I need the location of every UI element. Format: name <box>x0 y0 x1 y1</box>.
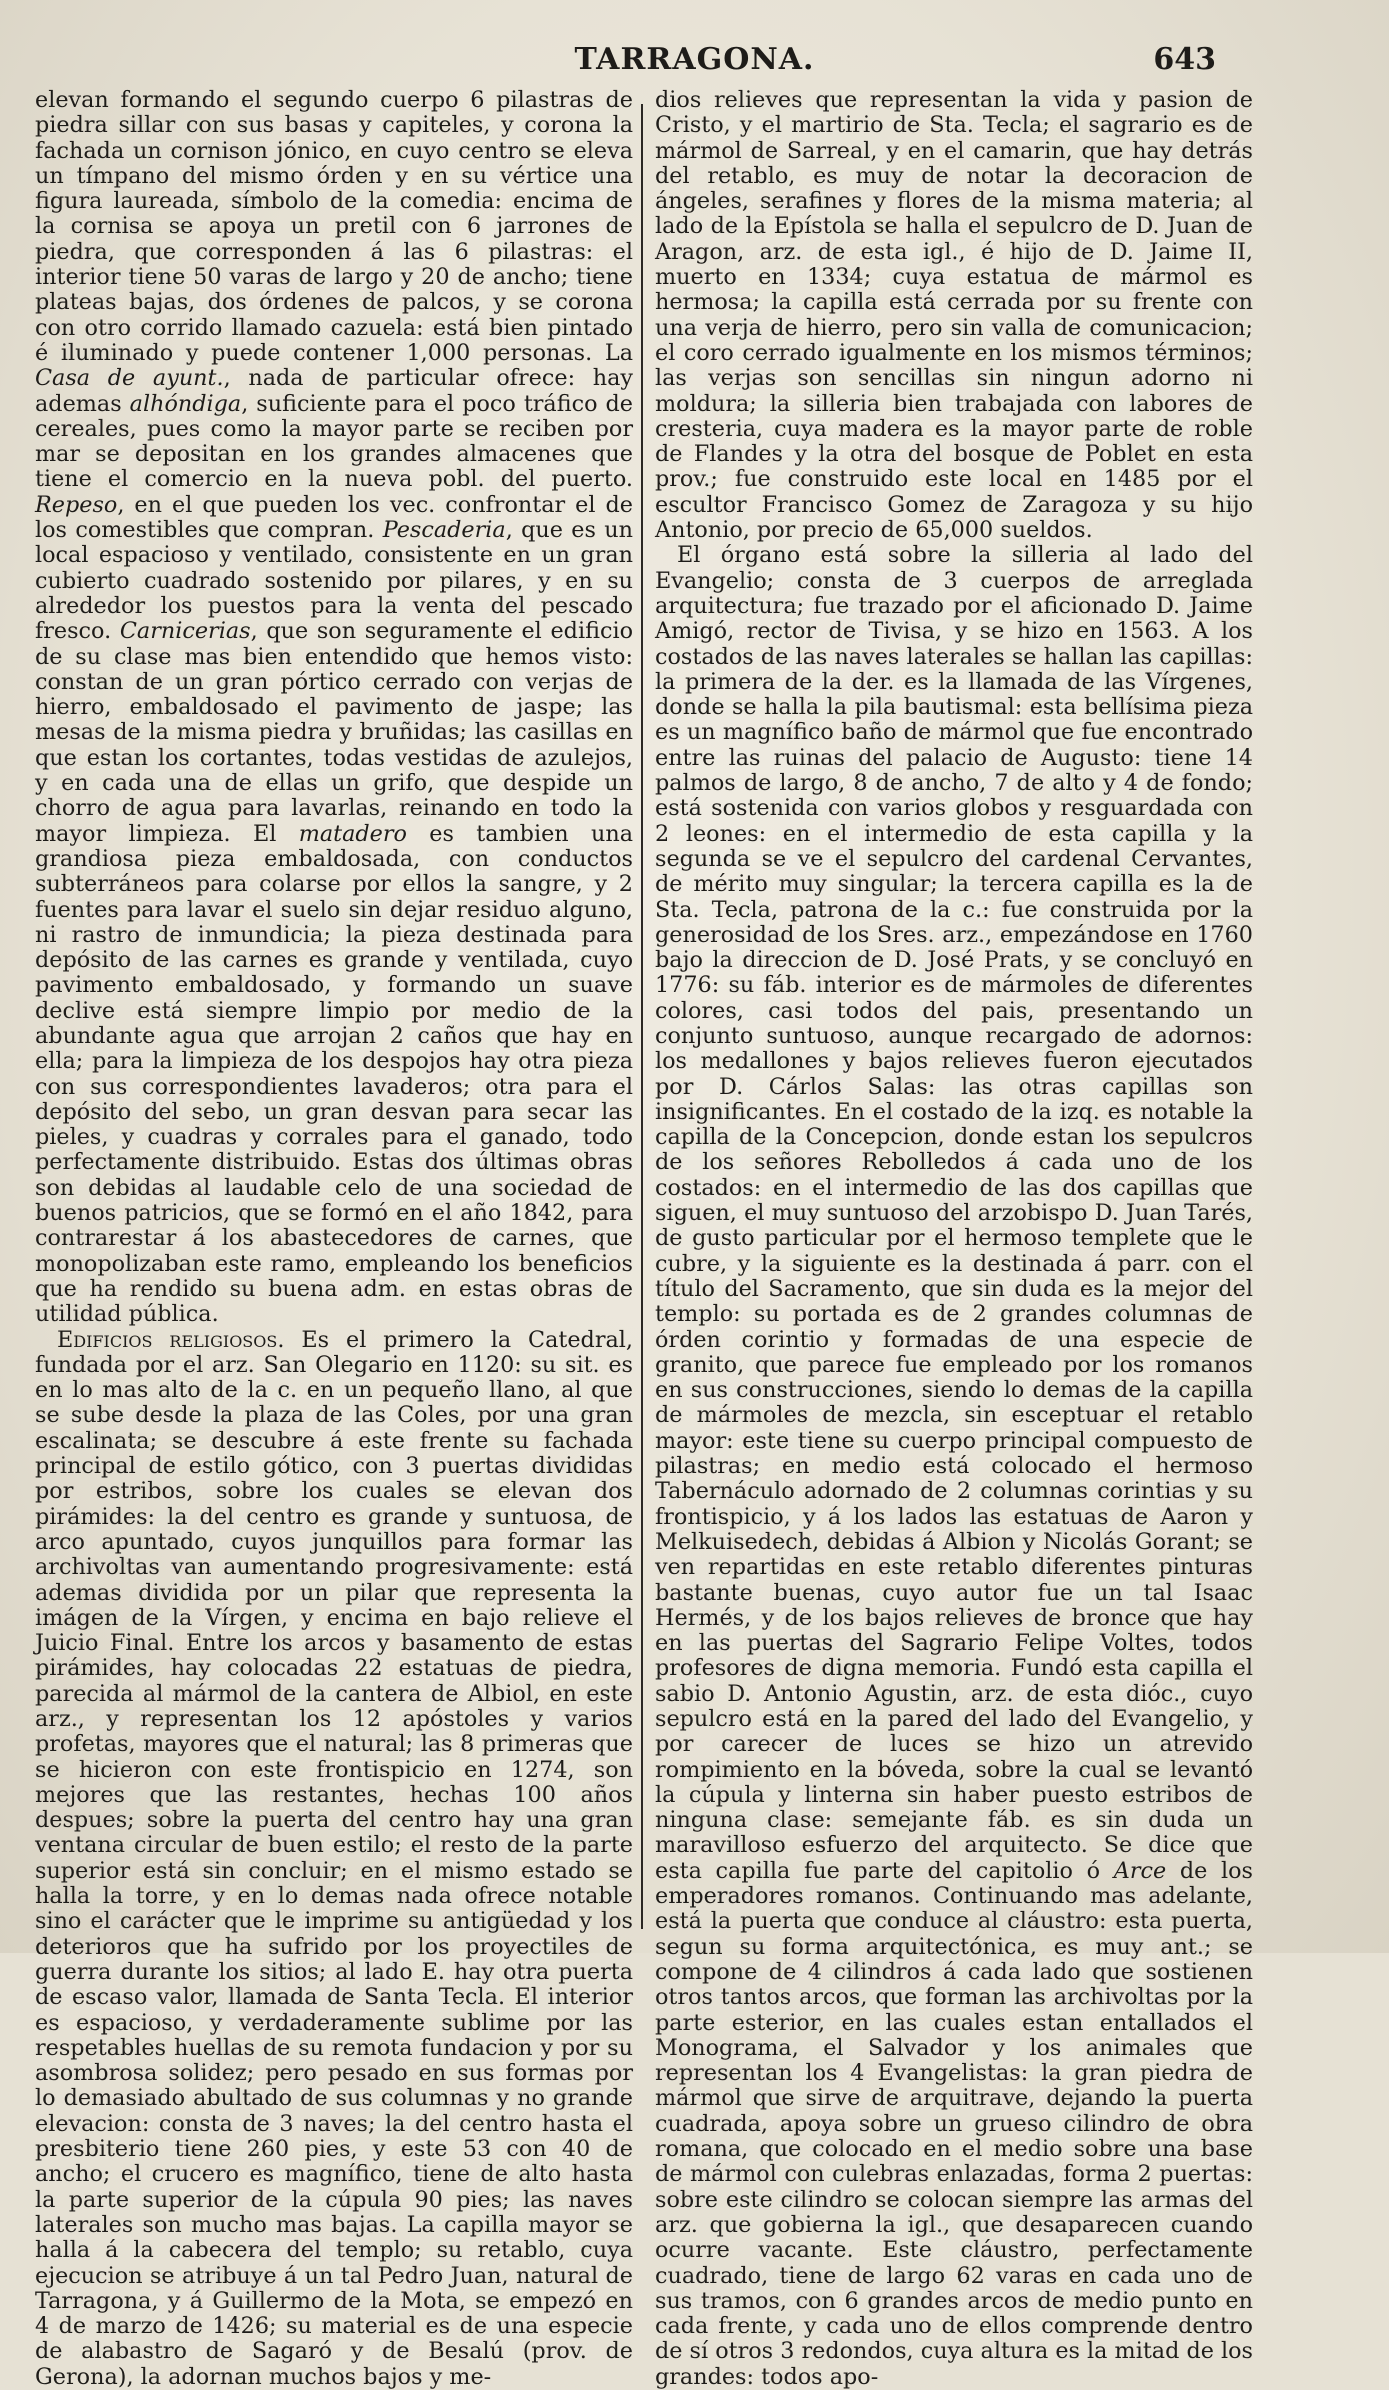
page-header <box>0 42 1389 82</box>
section-heading: Edificios religiosos. <box>57 1326 285 1353</box>
italic-term: Carnicerias <box>119 618 251 645</box>
text-run: de los emperadores romanos. Continuando mas adelante, está la puerta que conduce al cláustro: esta puerta, segun su forma arquitectónica, es muy ant.; se compone de 4 cilindros á cada lado que sostienen otros tantos arcos, que forman las archivoltas por la parte esterior, en las cuales estan entallados el Monograma, el Salvador y los animales que representan los 4 Evangelistas: la gran piedra de mármol que sirve de arquitrave, dejando la puerta cuadrada, apoya sobre un grueso cilindro de obra romana, que colocado en el medio sobre una base de mármol con culebras enlazadas, forma 2 puertas: sobre este cilindro se colocan siempre las armas del arz. que gobierna la igl., que desaparecen cuando ocurre vacante. Este cláustro, perfectamente cuadrado, tiene de largo 62 varas en cada uno de sus tramos, con 6 grandes arcos de medio punto en cada frente, y cada uno de ellos comprende dentro de sí otros 3 redondos, cuya altura es la mitad de los grandes: todos apo- <box>655 1857 1253 2390</box>
right-paragraph-2 <box>655 543 1253 2390</box>
text-run: , suficiente para el poco tráfico de cereales, pues como la mayor parte se reciben por mar se depositan en los grandes almacenes que tiene el comercio en la nueva pobl. del puerto. <box>35 390 633 493</box>
text-run: El órgano está sobre la silleria al lado del Evangelio; consta de 3 cuerpos de arreglada arquitectura; fue trazado por el aficionado D. Jaime Amigó, rector de Tivisa, y se hizo en 1563. A los costados de las naves laterales se hallan las capillas: la primera de la der. es la llamada de las Vírgenes, donde se halla la pila bautismal: esta bellísima pieza es un magnífico baño de mármol que fue encontrado entre las ruinas del palacio de Augusto: tiene 14 palmos de largo, 8 de ancho, 7 de alto y 4 de fondo; está sostenida con varios globos y resguardada con 2 leones: en el intermedio de esta capilla y la segunda se ve el sepulcro del cardenal Cervantes, de mérito muy singular; la tercera capilla es la de Sta. Tecla, patrona de la c.: fue construida por la generosidad de los Sres. arz., empezándose en 1760 bajo la direccion de D. José Prats, y se concluyó en 1776: su fáb. interior es de mármoles de diferentes colores, casi todos del pais, presentando un conjunto suntuoso, aunque recargado de adornos: los medallones y bajos relieves fueron ejecutados por D. Cárlos Salas: las otras capillas son insignificantes. En el costado de la izq. es notable la capilla de la Concepcion, donde estan los sepulcros de los señores Rebolledos á cada uno de los costados: en el intermedio de las dos capillas que siguen, el muy suntuoso del arzobispo D. Juan Tarés, de gusto particular por el hermoso templete que le cubre, y la siguiente es la destinada á parr. con el título del Sacramento, que sin duda es la mejor del templo: su portada es de 2 grandes columnas de órden corintio y formadas de una especie de granito, que parece fue empleado por los romanos en sus construcciones, siendo lo demas de la capilla de mármoles de mezcla, sin esceptuar el retablo mayor: este tiene su cuerpo principal compuesto de pilastras; en medio está colocado el hermoso Tabernáculo adornado de 2 columnas corintias y su frontispicio, y á los lados las estatuas de Aaron y Melkuisedech, debidas á Albion y Nicolás Gorant; se ven repartidas en este retablo diferentes pinturas bastante buenas, cuyo autor fue un tal Isaac Hermés, y de los bajos relieves de bronce que hay en las puertas del Sagrario Felipe Voltes, todos profesores de digna memoria. Fundó esta capilla el sabio D. Antonio Agustin, arz. de esta dióc., cuyo sepulcro está en la pared del lado del Evangelio, y por carecer de luces se hizo un atrevido rompimiento en la bóveda, sobre la cual se levantó la cúpula y linterna sin haber puesto estribos de ninguna clase: semejante fáb. es sin duda un maravilloso esfuerzo del arquitecto. Se dice que esta capilla fue parte del capitolio ó <box>655 542 1253 1884</box>
text-run: , que es un local espacioso y ventilado, consistente en un gran cubierto cuadrado sostenido por pilares, y en su alrededor los puestos para la venta del pescado fresco. <box>35 517 633 645</box>
left-column <box>35 87 634 2390</box>
right-paragraph-1: dios relieves que representan la vida y pasion de Cristo, y el martirio de Sta. Tecla; el sagrario es de mármol de Sarreal, y en el camarin, que hay detrás del retablo, es muy de notar la decoracion de ángeles, serafines y flores de la misma materia; al lado de la Epístola se halla el sepulcro de D. Juan de Aragon, arz. de esta igl., é hijo de D. Jaime II, muerto en 1334; cuya estatua de mármol es hermosa; la capilla está cerrada por su frente con una verja de hierro, pero sin valla de comunicacion; el coro cerrado igualmente en los mismos términos; las verjas son sencillas sin ningun adorno ni moldura; la silleria bien trabajada con labores de cresteria, cuya madera es la mayor parte de roble de Flandes y la otra del bosque de Poblet en esta prov.; fue construido este local en 1485 por el escultor Francisco Gomez de Zaragoza y su hijo Antonio, por precio de 65,000 sueldos. <box>655 87 1253 544</box>
right-column <box>655 87 1253 2390</box>
text-run: Es el primero la Catedral, fundada por el arz. San Olegario en 1120: su sit. es en lo mas alto de la c. en un pequeño llano, al que se sube desde la plaza de las Coles, por una gran escalinata; se descubre á este frente su fachada principal de estilo gótico, con 3 puertas divididas por estribos, sobre los cuales se elevan dos pirámides: la del centro es grande y suntuosa, de arco apuntado, cuyos junquillos para formar las archivoltas van aumentando progresivamente: está ademas dividida por un pilar que representa la imágen de la Vírgen, y encima en bajo relieve el Juicio Final. Entre los arcos y basamento de estas pirámides, hay colocadas 22 estatuas de piedra, parecida al mármol de la cantera de Albiol, en este arz., y representan los 12 apóstoles y varios profetas, mayores que el natural; las 8 primeras que se hicieron con este frontispicio en 1274, son mejores que las restantes, hechas 100 años despues; sobre la puerta del centro hay una gran ventana circular de buen estilo; el resto de la parte superior está sin concluir; en el mismo estado se halla la torre, y en lo demas nada ofrece notable sino el carácter que le imprime su antigüedad y los deterioros que ha sufrido por los proyectiles de guerra durante los sitios; al lado E. hay otra puerta de escaso valor, llamada de Santa Tecla. El interior es espacioso, y verdaderamente sublime por las respetables huellas de su remota fundacion y por su asombrosa solidez; pero pesado en sus formas por lo demasiado abultado de sus columnas y no grande elevacion: consta de 3 naves; la del centro hasta el presbiterio tiene 260 pies, y este 53 con 40 de ancho; el crucero es magnífico, tiene de alto hasta la parte superior de la cúpula 90 pies; las naves laterales son mucho mas bajas. La capilla mayor se halla á la cabecera del templo; su retablo, cuya ejecucion se atribuye á un tal Pedro Juan, natural de Tarragona, y á Guillermo de la Mota, se empezó en 4 de marzo de 1426; su material es de una especie de alabastro de Sagaró y de Besalú (prov. de Gerona), la adornan muchos bajos y me- <box>35 1326 633 2390</box>
running-title: TARRAGONA. <box>574 42 815 77</box>
page-number: 643 <box>1153 42 1216 77</box>
text-run: , que son seguramente el edificio de su clase mas bien entendido que hemos visto: constan de un gran pórtico cerrado con verjas de hierro, embaldosado el pavimento de jaspe; las mesas de la misma piedra y bruñidas; las casillas en que estan los cortantes, todas vestidas de azulejos, y en cada una de ellas un grifo, que despide un chorro de agua para lavarlas, reinando en todo la mayor limpieza. El <box>35 618 634 847</box>
text-run: es tambien una grandiosa pieza embaldosada, con conductos subterráneos para colarse por ellos la sangre, y 2 fuentes para lavar el suelo sin dejar residuo alguno, ni rastro de inmundicia; la pieza destinada para depósito de las carnes es grande y ventilada, cuyo pavimento embaldosado, y formando un suave declive está siempre limpio por medio de la abundante agua que arrojan 2 caños que hay en ella; para la limpieza de los despojos hay otra pieza con sus correspondientes lavaderos; otra para el depósito del sebo, un gran desvan para secar las pieles, y cuadras y corrales para el ganado, todo perfectamente distribuido. Estas dos últimas obras son debidas al laudable celo de una sociedad de buenos patricios, que se formó en el año 1842, para contrarestar á los abastecedores de carnes, que monopolizaban este ramo, empleando los beneficios que ha rendido su buena adm. en estas obras de utilidad pública. <box>35 820 633 1328</box>
column-divider <box>641 104 643 1929</box>
text-run: elevan formando el segundo cuerpo 6 pilastras de piedra sillar con sus basas y capiteles, y corona la fachada un cornison jónico, en cuyo centro se eleva un tímpano del mismo órden y en su vértice una figura laureada, símbolo de la comedia: encima de la cornisa se apoya un pretil con 6 jarrones de piedra, que corresponden á las 6 pilastras: el interior tiene 50 varas de largo y 20 de ancho; tiene plateas bajas, dos órdenes de palcos, y se corona con otro corrido llamado cazuela: está bien pintado é iluminado y puede contener 1,000 personas. La <box>35 87 633 366</box>
italic-term: Arce <box>1113 1857 1167 1884</box>
italic-term: Pescaderia <box>382 517 506 544</box>
italic-term: alhóndiga <box>129 390 242 417</box>
text-run: , nada de particular ofrece: hay ademas <box>35 365 634 417</box>
italic-term: Casa de ayunt. <box>35 365 224 392</box>
italic-term: matadero <box>298 820 407 847</box>
text-run: , en el que pueden los vec. confrontar el de los comestibles que compran. <box>35 491 633 544</box>
left-paragraph-2 <box>35 1328 633 2390</box>
italic-term: Repeso <box>35 491 118 518</box>
left-paragraph-1 <box>35 88 633 1328</box>
